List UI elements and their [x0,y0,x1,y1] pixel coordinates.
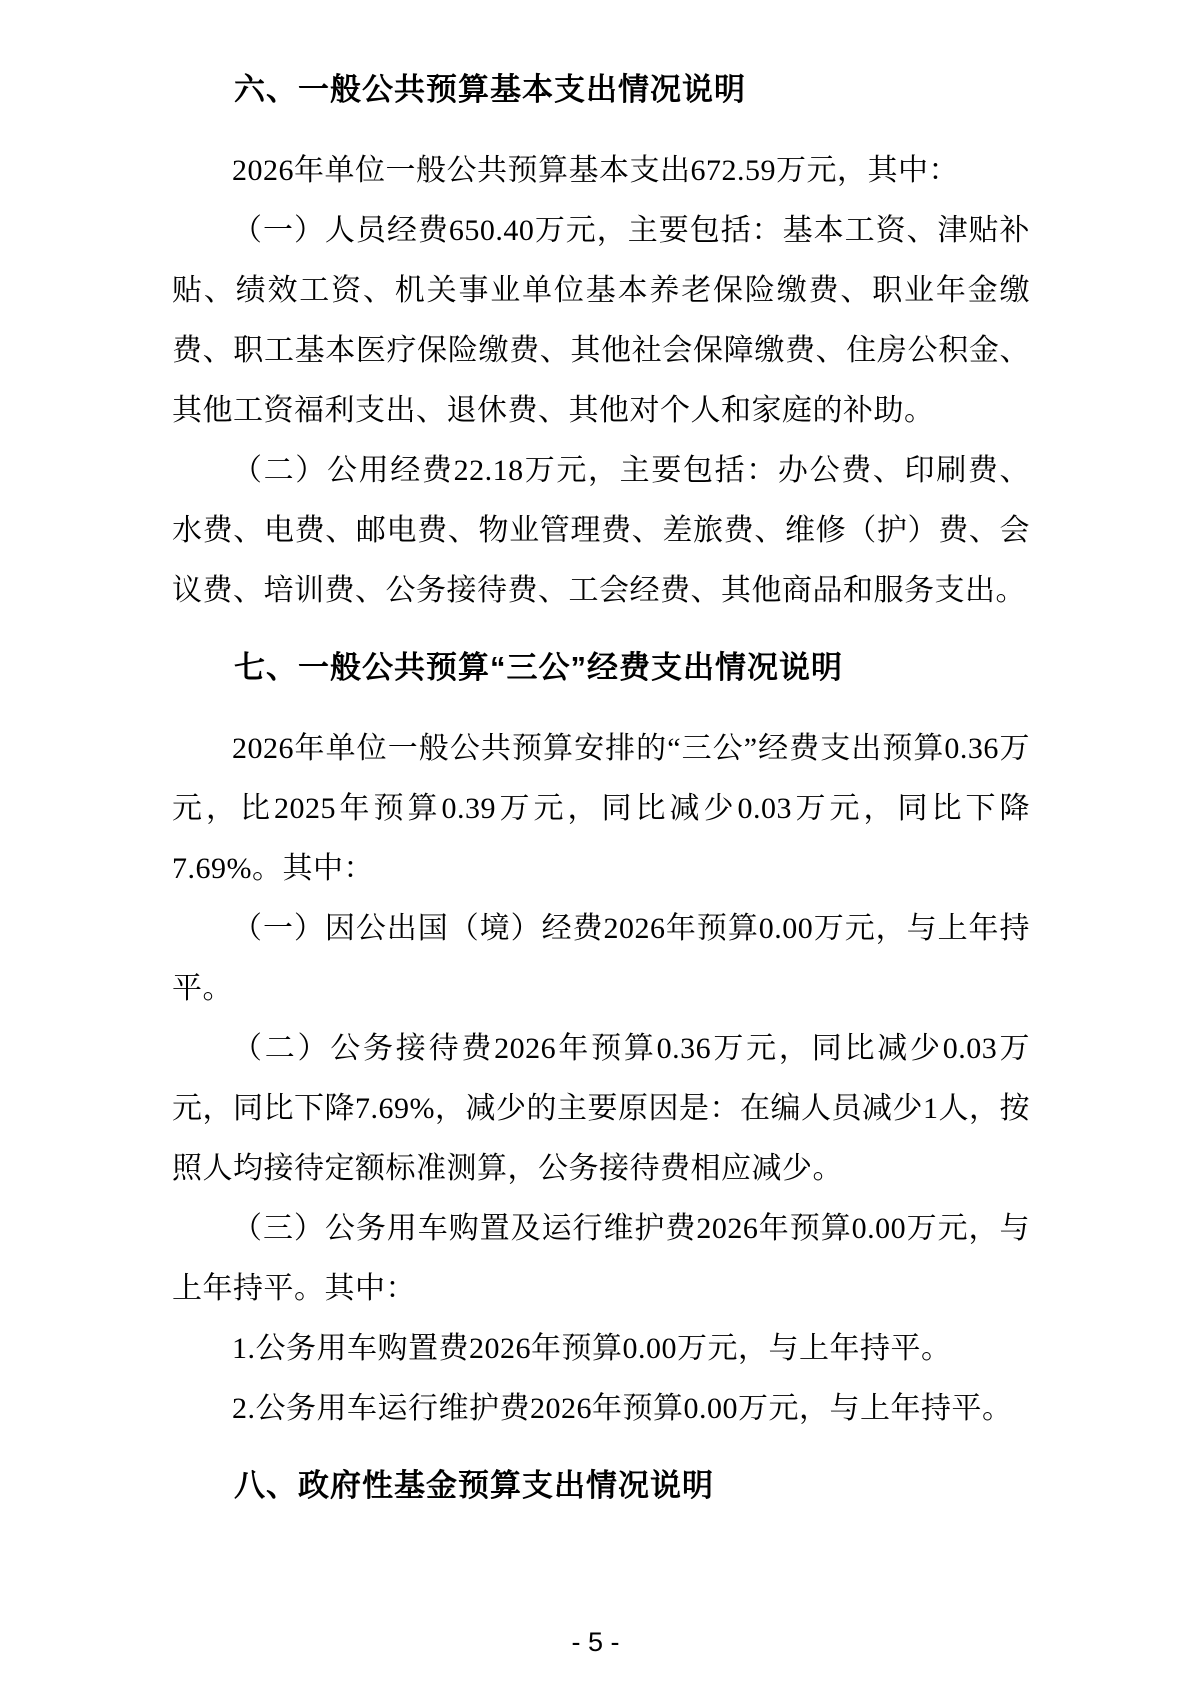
page-number: - 5 - [571,1627,620,1657]
paragraph-three-public-total: 2026年单位一般公共预算安排的“三公”经费支出预算0.36万元，比2025年预算0.39万元，同比减少0.03万元，同比下降7.69%。其中： [172,732,1030,885]
paragraph-basic-expenditure-total: 2026年单位一般公共预算基本支出672.59万元，其中： [232,154,959,187]
section-heading-basic-expenditure: 六、一般公共预算基本支出情况说明 [234,72,746,107]
paragraph-official-vehicle-expense: （三）公务用车购置及运行维护费2026年预算0.00万元，与上年持平。其中： [172,1212,1030,1305]
paragraph-vehicle-purchase-expense: 1.公务用车购置费2026年预算0.00万元，与上年持平。 [232,1332,952,1365]
paragraph-personnel-expense: （一）人员经费650.40万元，主要包括：基本工资、津贴补贴、绩效工资、机关事业单位基本养老保险缴费、职业年金缴费、职工基本医疗保险缴费、其他社会保障缴费、住房公积金、其他工资福利支出、退休费、其他对个人和家庭的补助。 [172,214,1030,427]
paragraph-public-utility-expense: （二）公用经费22.18万元，主要包括：办公费、印刷费、水费、电费、邮电费、物业管理费、差旅费、维修（护）费、会议费、培训费、公务接待费、工会经费、其他商品和服务支出。 [172,454,1030,607]
paragraph-official-reception-expense: （二）公务接待费2026年预算0.36万元，同比减少0.03万元，同比下降7.69%，减少的主要原因是：在编人员减少1人，按照人均接待定额标准测算，公务接待费相应减少。 [172,1032,1030,1185]
section-heading-three-public-funds: 七、一般公共预算“三公”经费支出情况说明 [234,650,843,685]
document-body [172,59,1030,1537]
section-heading-government-fund-budget: 八、政府性基金预算支出情况说明 [234,1468,714,1503]
page-footer [0,1624,1191,1660]
paragraph-vehicle-maintenance-expense: 2.公务用车运行维护费2026年预算0.00万元，与上年持平。 [232,1392,1013,1425]
paragraph-overseas-trip-expense: （一）因公出国（境）经费2026年预算0.00万元，与上年持平。 [172,912,1030,1005]
